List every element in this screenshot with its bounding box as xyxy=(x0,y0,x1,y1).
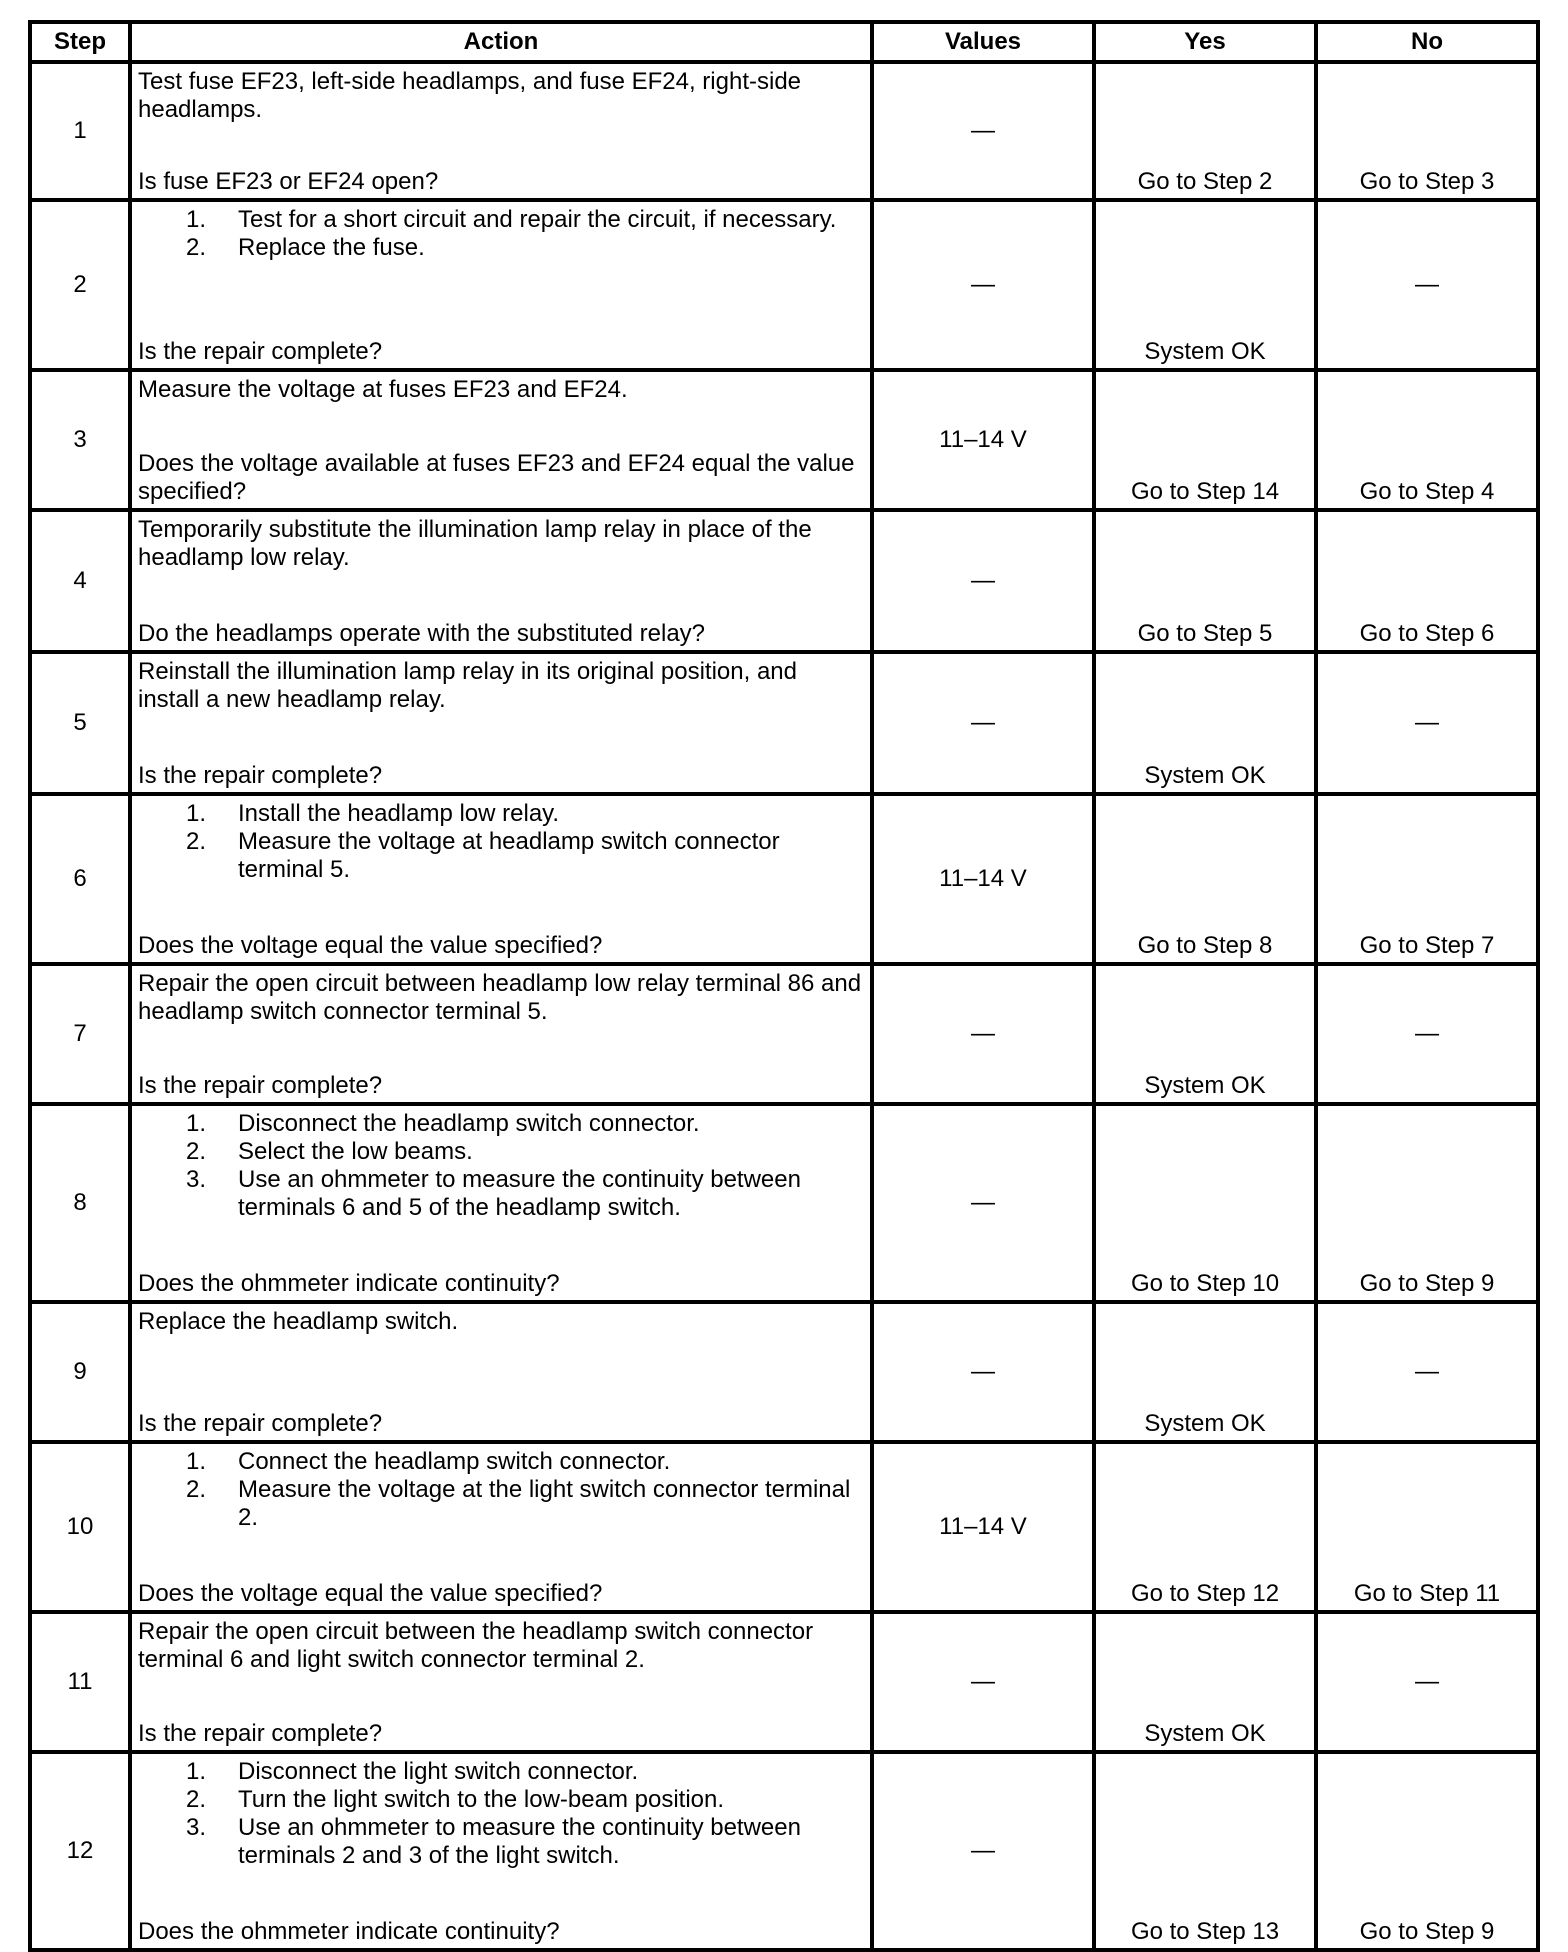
action-cell xyxy=(130,1104,872,1302)
no-cell: Go to Step 3 xyxy=(1316,62,1538,200)
values-cell: 11–14 V xyxy=(872,370,1094,510)
values-cell: 11–14 V xyxy=(872,1442,1094,1612)
values-cell: — xyxy=(872,1104,1094,1302)
header-action: Action xyxy=(130,22,872,62)
list-item xyxy=(138,1476,864,1532)
header-step: Step xyxy=(30,22,130,62)
action-instructions xyxy=(138,800,864,884)
action-content xyxy=(138,516,864,648)
no-cell: Go to Step 9 xyxy=(1316,1752,1538,1950)
list-item-number: 2. xyxy=(186,1138,207,1165)
no-cell: Go to Step 6 xyxy=(1316,510,1538,652)
yes-cell: System OK xyxy=(1094,1302,1316,1442)
list-item-text: Connect the headlamp switch connector. xyxy=(238,1448,671,1475)
list-item-number: 1. xyxy=(186,800,207,827)
action-content xyxy=(138,1618,864,1748)
yes-cell: Go to Step 14 xyxy=(1094,370,1316,510)
instruction-text: Reinstall the illumination lamp relay in its original position, and install a new headlamp relay. xyxy=(138,658,798,713)
yes-cell: Go to Step 8 xyxy=(1094,794,1316,964)
table-row xyxy=(30,964,1538,1104)
values-cell: — xyxy=(872,1612,1094,1752)
numbered-list xyxy=(138,1758,864,1870)
numbered-list xyxy=(138,1110,864,1222)
list-item-text: Measure the voltage at the light switch connector terminal 2. xyxy=(238,1476,851,1531)
no-cell: Go to Step 11 xyxy=(1316,1442,1538,1612)
action-instructions xyxy=(138,376,864,404)
instruction-text: Temporarily substitute the illumination lamp relay in place of the headlamp low relay. xyxy=(138,516,812,571)
list-item-text: Use an ohmmeter to measure the continuity between terminals 6 and 5 of the headlamp switch. xyxy=(238,1166,801,1221)
table-row xyxy=(30,1104,1538,1302)
table-row xyxy=(30,200,1538,370)
step-number: 2 xyxy=(30,200,130,370)
action-question: Is the repair complete? xyxy=(138,1410,383,1437)
action-cell xyxy=(130,652,872,794)
action-question: Is the repair complete? xyxy=(138,1072,383,1099)
values-cell: — xyxy=(872,964,1094,1104)
list-item xyxy=(138,1786,864,1814)
list-item-number: 2. xyxy=(186,1476,207,1503)
action-instructions xyxy=(138,658,864,714)
yes-cell: System OK xyxy=(1094,652,1316,794)
list-item-number: 1. xyxy=(186,1110,207,1137)
values-cell: 11–14 V xyxy=(872,794,1094,964)
list-item-number: 3. xyxy=(186,1166,207,1193)
action-question: Does the ohmmeter indicate continuity? xyxy=(138,1270,560,1297)
yes-cell: Go to Step 5 xyxy=(1094,510,1316,652)
list-item-text: Replace the fuse. xyxy=(238,234,425,261)
values-cell: — xyxy=(872,510,1094,652)
action-instructions xyxy=(138,1308,864,1336)
list-item-number: 2. xyxy=(186,234,207,261)
action-content xyxy=(138,1758,864,1946)
list-item xyxy=(138,828,864,884)
no-cell: — xyxy=(1316,200,1538,370)
action-instructions xyxy=(138,1110,864,1222)
table-row xyxy=(30,1302,1538,1442)
list-item-number: 1. xyxy=(186,206,207,233)
action-question: Is the repair complete? xyxy=(138,338,383,365)
action-instructions xyxy=(138,970,864,1026)
action-instructions xyxy=(138,1758,864,1870)
action-question: Does the ohmmeter indicate continuity? xyxy=(138,1918,560,1945)
action-content xyxy=(138,800,864,960)
step-number: 1 xyxy=(30,62,130,200)
list-item xyxy=(138,800,864,828)
values-cell: — xyxy=(872,62,1094,200)
step-number: 4 xyxy=(30,510,130,652)
action-cell xyxy=(130,510,872,652)
list-item-text: Turn the light switch to the low-beam position. xyxy=(238,1786,725,1813)
list-item-text: Disconnect the headlamp switch connector. xyxy=(238,1110,700,1137)
yes-cell: System OK xyxy=(1094,200,1316,370)
action-content xyxy=(138,68,864,196)
step-number: 3 xyxy=(30,370,130,510)
step-number: 7 xyxy=(30,964,130,1104)
step-number: 11 xyxy=(30,1612,130,1752)
instruction-text: Measure the voltage at fuses EF23 and EF24. xyxy=(138,376,628,403)
step-number: 5 xyxy=(30,652,130,794)
no-cell: Go to Step 4 xyxy=(1316,370,1538,510)
header-row xyxy=(30,22,1538,62)
table-row xyxy=(30,1442,1538,1612)
values-cell: — xyxy=(872,200,1094,370)
action-question: Is the repair complete? xyxy=(138,762,383,789)
yes-cell: Go to Step 13 xyxy=(1094,1752,1316,1950)
table-row xyxy=(30,794,1538,964)
list-item-text: Select the low beams. xyxy=(238,1138,473,1165)
action-cell xyxy=(130,1442,872,1612)
step-number: 9 xyxy=(30,1302,130,1442)
no-cell: — xyxy=(1316,652,1538,794)
action-content xyxy=(138,1110,864,1298)
action-instructions xyxy=(138,68,864,124)
instruction-text: Test fuse EF23, left-side headlamps, and fuse EF24, right-side headlamps. xyxy=(138,68,802,123)
table-row xyxy=(30,652,1538,794)
list-item xyxy=(138,1448,864,1476)
list-item xyxy=(138,1814,864,1870)
numbered-list xyxy=(138,800,864,884)
header-values: Values xyxy=(872,22,1094,62)
no-cell: — xyxy=(1316,1612,1538,1752)
list-item-number: 3. xyxy=(186,1814,207,1841)
header-yes: Yes xyxy=(1094,22,1316,62)
table-row xyxy=(30,370,1538,510)
step-number: 12 xyxy=(30,1752,130,1950)
no-cell: — xyxy=(1316,964,1538,1104)
action-instructions xyxy=(138,1618,864,1674)
values-cell: — xyxy=(872,652,1094,794)
list-item-number: 1. xyxy=(186,1758,207,1785)
action-instructions xyxy=(138,516,864,572)
list-item xyxy=(138,1758,864,1786)
list-item-text: Disconnect the light switch connector. xyxy=(238,1758,639,1785)
values-cell: — xyxy=(872,1302,1094,1442)
table-row xyxy=(30,1752,1538,1950)
action-content xyxy=(138,970,864,1100)
list-item-number: 2. xyxy=(186,1786,207,1813)
action-question: Does the voltage available at fuses EF23 and EF24 equal the value specified? xyxy=(138,450,855,505)
step-number: 6 xyxy=(30,794,130,964)
no-cell: — xyxy=(1316,1302,1538,1442)
numbered-list xyxy=(138,206,864,262)
numbered-list xyxy=(138,1448,864,1532)
action-cell xyxy=(130,200,872,370)
action-cell xyxy=(130,794,872,964)
list-item-text: Use an ohmmeter to measure the continuity between terminals 2 and 3 of the light switch. xyxy=(238,1814,801,1869)
action-instructions xyxy=(138,206,864,262)
list-item xyxy=(138,206,864,234)
yes-cell: System OK xyxy=(1094,1612,1316,1752)
no-cell: Go to Step 7 xyxy=(1316,794,1538,964)
instruction-text: Replace the headlamp switch. xyxy=(138,1308,459,1335)
action-content xyxy=(138,1308,864,1438)
action-cell xyxy=(130,62,872,200)
action-cell xyxy=(130,1612,872,1752)
action-question: Does the voltage equal the value specified? xyxy=(138,1580,603,1607)
action-content xyxy=(138,1448,864,1608)
list-item xyxy=(138,234,864,262)
action-question: Is fuse EF23 or EF24 open? xyxy=(138,168,439,195)
list-item xyxy=(138,1138,864,1166)
list-item-number: 2. xyxy=(186,828,207,855)
action-instructions xyxy=(138,1448,864,1532)
header-no: No xyxy=(1316,22,1538,62)
action-cell xyxy=(130,1752,872,1950)
table-row xyxy=(30,510,1538,652)
action-content xyxy=(138,206,864,366)
yes-cell: Go to Step 2 xyxy=(1094,62,1316,200)
list-item-text: Measure the voltage at headlamp switch connector terminal 5. xyxy=(238,828,780,883)
table-row xyxy=(30,62,1538,200)
list-item-number: 1. xyxy=(186,1448,207,1475)
diagnostic-table xyxy=(28,20,1540,1952)
action-cell xyxy=(130,1302,872,1442)
step-number: 8 xyxy=(30,1104,130,1302)
list-item xyxy=(138,1166,864,1222)
action-cell xyxy=(130,370,872,510)
table-row xyxy=(30,1612,1538,1752)
action-question: Is the repair complete? xyxy=(138,1720,383,1747)
step-number: 10 xyxy=(30,1442,130,1612)
list-item-text: Test for a short circuit and repair the circuit, if necessary. xyxy=(238,206,837,233)
instruction-text: Repair the open circuit between the headlamp switch connector terminal 6 and light switch connector terminal 2. xyxy=(138,1618,814,1673)
values-cell: — xyxy=(872,1752,1094,1950)
action-question: Do the headlamps operate with the substituted relay? xyxy=(138,620,706,647)
action-cell xyxy=(130,964,872,1104)
action-content xyxy=(138,376,864,506)
list-item xyxy=(138,1110,864,1138)
action-question: Does the voltage equal the value specified? xyxy=(138,932,603,959)
yes-cell: System OK xyxy=(1094,964,1316,1104)
list-item-text: Install the headlamp low relay. xyxy=(238,800,560,827)
yes-cell: Go to Step 10 xyxy=(1094,1104,1316,1302)
no-cell: Go to Step 9 xyxy=(1316,1104,1538,1302)
instruction-text: Repair the open circuit between headlamp low relay terminal 86 and headlamp switch connector terminal 5. xyxy=(138,970,862,1025)
action-content xyxy=(138,658,864,790)
yes-cell: Go to Step 12 xyxy=(1094,1442,1316,1612)
